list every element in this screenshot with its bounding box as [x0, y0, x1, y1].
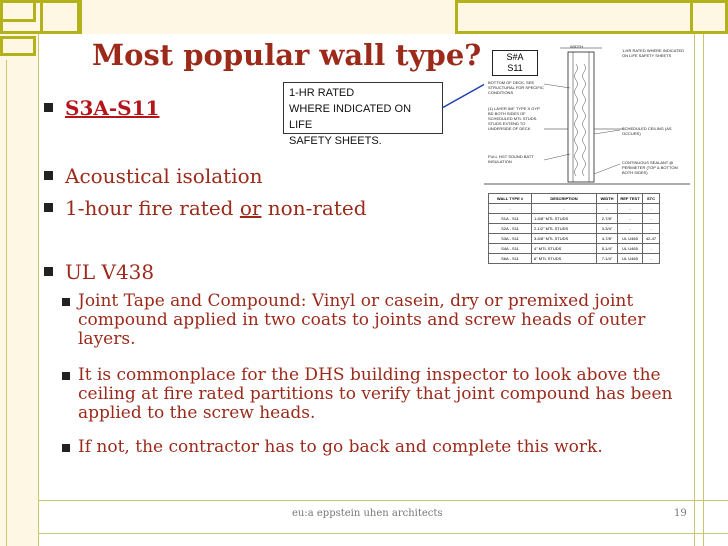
- sub-bullet-text: It is commonplace for the DHS building inspector to look above the ceiling at fire rated partitions to verify that joint compound has been applied to the screw heads.: [78, 365, 673, 423]
- drawing-note: SCHEDULED CEILING (AS OCCURS): [622, 126, 672, 136]
- table-cell: 3-3/4": [597, 224, 618, 234]
- table-row: [489, 224, 660, 234]
- table-cell: UL U465: [618, 234, 643, 244]
- decor-box: [455, 0, 727, 34]
- table-cell: -: [532, 204, 597, 214]
- bullet-marker: [62, 298, 70, 306]
- table-cell: -: [643, 204, 660, 214]
- drawing-note: CONTINUOUS SEALANT @ PERIMETER (TOP & BOTTOM BOTH SIDES): [622, 160, 678, 175]
- decor-box: [690, 0, 728, 34]
- table-header-row: [489, 194, 660, 204]
- table-row: [489, 214, 660, 224]
- table-cell: UL U465: [618, 254, 643, 264]
- table-row: [489, 244, 660, 254]
- decor-line: [703, 34, 704, 546]
- drawing-note: (1) LAYER 5/8" TYPE X GYP BD BOTH SIDES OF SCHEDULED MTL STUDS. STUDS EXTEND TO UNDERSIDE OF DECK: [488, 106, 540, 131]
- sub-bullet-contractor: [78, 438, 678, 457]
- table-header: WALL TYPE #: [489, 194, 532, 204]
- table-header: STC: [643, 194, 660, 204]
- table-cell: 42-47: [643, 234, 660, 244]
- width-label: WIDTH: [570, 44, 584, 49]
- decor-line: [6, 60, 7, 546]
- decor-line: [38, 34, 39, 546]
- table-cell: -: [643, 254, 660, 264]
- table-row: [489, 254, 660, 264]
- table-row: [489, 234, 660, 244]
- decor-line: [38, 500, 728, 501]
- wall-tag-line: S#A: [506, 52, 524, 62]
- table-cell: 6" MTL STUDS: [532, 254, 597, 264]
- bullet-marker: [44, 203, 53, 212]
- table-cell: -: [489, 204, 532, 214]
- table-header: DESCRIPTION: [532, 194, 597, 204]
- bullet-marker: [44, 267, 53, 276]
- table-cell: 5-1/4": [597, 244, 618, 254]
- table-cell: 3-5/8" MTL STUDS: [532, 234, 597, 244]
- rating-callout: [283, 82, 443, 147]
- drawing-note: FULL HGT SOUND BATT INSULATION: [488, 154, 534, 164]
- table-row: [489, 204, 660, 214]
- table-cell: -: [618, 204, 643, 214]
- bullet-text: Acoustical isolation: [65, 164, 263, 188]
- drawing-note: 1-HR RATED WHERE INDICATED ON LIFE SAFETY SHEETS: [622, 48, 685, 58]
- decor-line: [694, 34, 695, 546]
- table-cell: -: [618, 214, 643, 224]
- bullet-fire-rating: [44, 196, 367, 220]
- table-cell: S6A - S11: [489, 254, 532, 264]
- callout-line: 1-HR RATED: [289, 87, 355, 99]
- wall-type-tag: [492, 50, 538, 76]
- bullet-text[interactable]: S3A-S11: [65, 96, 160, 120]
- table-cell: 7-1/4": [597, 254, 618, 264]
- table-header: WIDTH: [597, 194, 618, 204]
- table-cell: UL U465: [618, 244, 643, 254]
- wall-type-table: [488, 193, 660, 264]
- footer-firm-name: eu:a eppstein uhen architects: [292, 508, 443, 519]
- drawing-note: BOTTOM OF DECK, SEE STRUCTURAL FOR SPECIFIC CONDITIONS: [488, 80, 544, 95]
- sub-bullet-inspector: [78, 366, 678, 423]
- callout-line: SAFETY SHEETS.: [289, 135, 382, 147]
- bullet-text: 1-hour fire rated: [65, 196, 240, 220]
- page-number: 19: [674, 508, 687, 519]
- bullet-acoustical: [44, 164, 263, 188]
- table-cell: -: [643, 214, 660, 224]
- bullet-underline-text: or: [239, 196, 262, 220]
- bullet-marker: [44, 103, 53, 112]
- sub-bullet-text: Joint Tape and Compound: Vinyl or casein, dry or premixed joint compound applied in two coats to joints and screw heads of outer layers.: [78, 291, 646, 349]
- bullet-marker: [62, 372, 70, 380]
- table-cell: -: [643, 244, 660, 254]
- bullet-ul: [44, 260, 154, 284]
- bullet-text: UL V438: [65, 260, 155, 284]
- table-header: REF TEST: [618, 194, 643, 204]
- bullet-marker: [44, 171, 53, 180]
- callout-line: WHERE INDICATED ON LIFE: [289, 103, 412, 131]
- decor-line: [38, 533, 728, 534]
- table-cell: -: [618, 224, 643, 234]
- table-cell: 4-7/8": [597, 234, 618, 244]
- table-cell: 1-5/8" MTL STUDS: [532, 214, 597, 224]
- wall-tag-line: S11: [507, 63, 523, 73]
- decor-box: [0, 36, 36, 56]
- table-cell: S1A - S11: [489, 214, 532, 224]
- decor-box: [40, 0, 80, 34]
- sub-bullet-text: If not, the contractor has to go back and complete this work.: [78, 437, 603, 457]
- table-cell: 4" MTL STUDS: [532, 244, 597, 254]
- table-cell: S4A - S11: [489, 244, 532, 254]
- bullet-text: non-rated: [261, 196, 367, 220]
- slide-title: Most popular wall type?: [92, 38, 482, 72]
- table-cell: S2A - S11: [489, 224, 532, 234]
- bullet-marker: [62, 444, 70, 452]
- table-cell: 2-7/8": [597, 214, 618, 224]
- table-cell: S3A - S11: [489, 234, 532, 244]
- table-cell: 2-1/2" MTL STUDS: [532, 224, 597, 234]
- table-cell: -: [643, 224, 660, 234]
- table-cell: -: [597, 204, 618, 214]
- sub-bullet-joint-tape: [78, 292, 678, 349]
- bullet-wall-type-link[interactable]: [44, 96, 159, 120]
